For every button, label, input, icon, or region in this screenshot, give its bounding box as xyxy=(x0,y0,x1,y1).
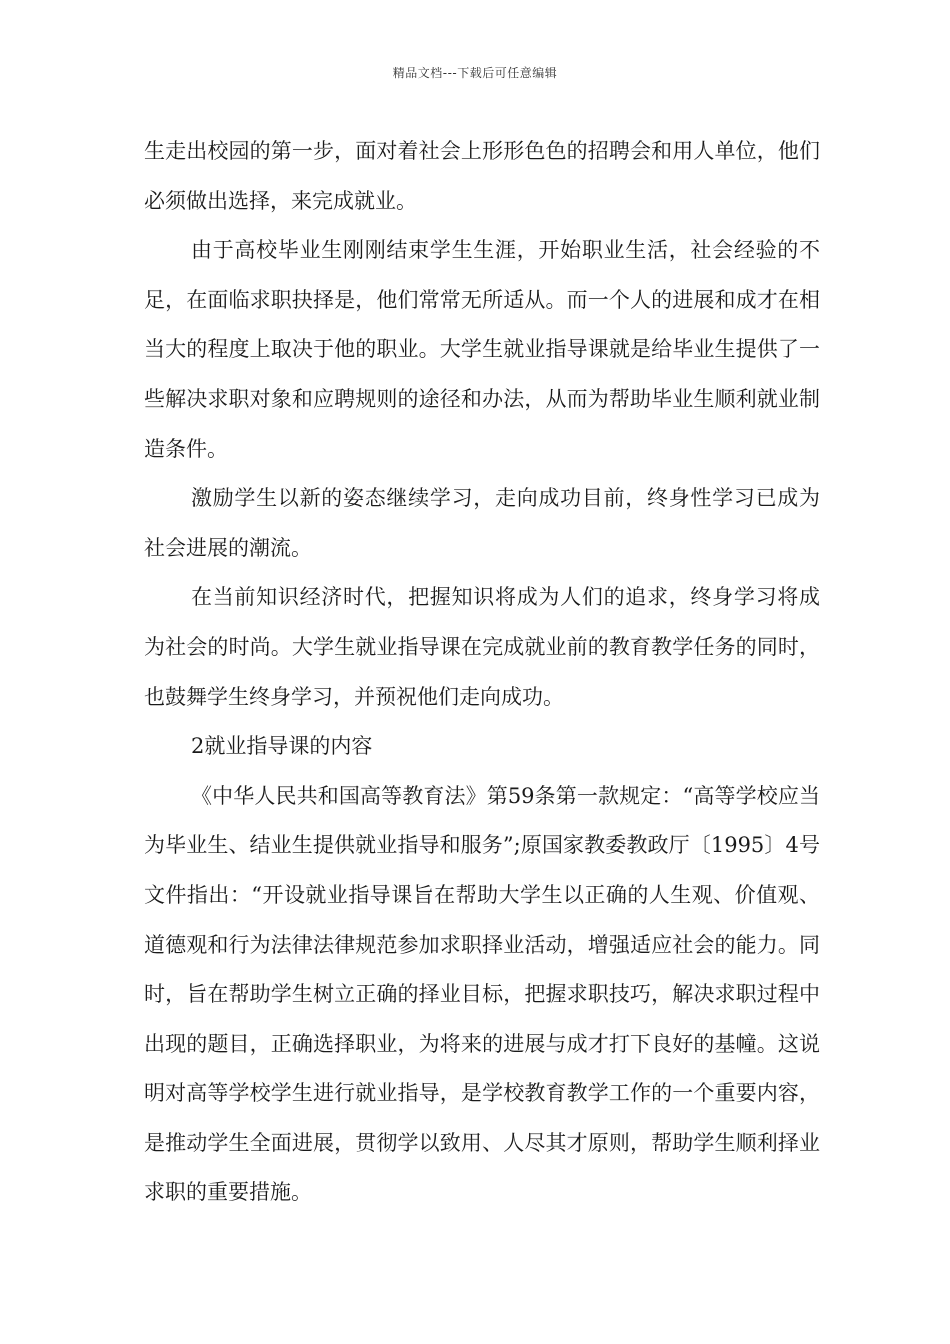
paragraph: 《中华人民共和国高等教育法》第59条第一款规定：“高等学校应当为毕业生、结业生提供就业指导和服务”;原国家教委教政厅〔1995〕4号文件指出：“开设就业指导课旨在帮助大学生以正确的人生观、价值观、道德观和行为法律法律规范参加求职择业活动，增强适应社会的能力。同时，旨在帮助学生树立正确的择业目标，把握求职技巧，解决求职过程中出现的题目，正确选择职业，为将来的进展与成才打下良好的基幢。这说明对高等学校学生进行就业指导，是学校教育教学工作的一个重要内容，是推动学生全面进展，贯彻学以致用、人尽其才原则，帮助学生顺利择业求职的重要措施。 xyxy=(144,783,820,1205)
paragraph: 激励学生以新的姿态继续学习，走向成功目前，终身性学习已成为社会进展的潮流。 xyxy=(144,486,820,560)
paragraph: 在当前知识经济时代，把握知识将成为人们的追求，终身学习将成为社会的时尚。大学生就业指导课在完成就业前的教育教学任务的同时，也鼓舞学生终身学习，并预祝他们走向成功。 xyxy=(144,585,820,709)
page-header: 精品文档---下载后可任意编辑 xyxy=(392,66,558,80)
paragraph: 由于高校毕业生刚刚结束学生生涯，开始职业生活，社会经验的不足，在面临求职抉择是，他们常常无所适从。而一个人的进展和成才在相当大的程度上取决于他的职业。大学生就业指导课就是给毕业生提供了一些解决求职对象和应聘规则的途径和办法，从而为帮助毕业生顺利就业制造条件。 xyxy=(144,238,820,461)
section-heading: 2就业指导课的内容 xyxy=(191,734,373,759)
paragraph-continuation: 生走出校园的第一步，面对着社会上形形色色的招聘会和用人单位，他们必须做出选择，来完成就业。 xyxy=(144,139,820,213)
document-body xyxy=(144,127,820,1218)
